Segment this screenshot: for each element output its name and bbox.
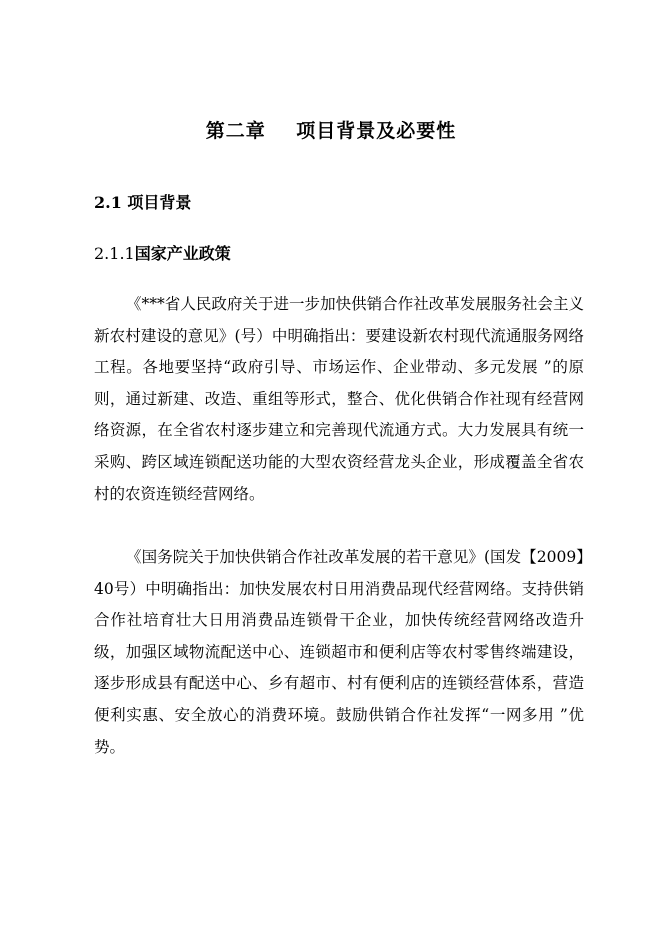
subsection-heading xyxy=(94,241,231,264)
subsection-number: 2.1.1 xyxy=(94,244,135,263)
paragraph: 《***省人民政府关于进一步加快供销合作社改革发展服务社会主义新农村建设的意见》(号）中明确指出：要建设新农村现代流通服务网络工程。各地要坚持“政府引导、市场运作、企业带动、多元发展 ”的原则，通过新建、改造、重组等形式，整合、优化供销合作社现有经营网络资源，在全省农村逐步建立和完善现代流通方式。大力发展具有统一采购、跨区域连锁配送功能的大型农资经营龙头企业，形成覆盖全省农村的农资连锁经营网络。 xyxy=(94,295,584,503)
subsection-title: 国家产业政策 xyxy=(134,244,231,263)
chapter-title: 第二章 项目背景及必要性 xyxy=(205,120,457,142)
paragraph: 《国务院关于加快供销合作社改革发展的若干意见》(国发【2009】40号）中明确指出：加快发展农村日用消费品现代经营网络。支持供销合作社培育壮大日用消费品连锁骨干企业，加快传统经营网络改造升级，加强区域物流配送中心、连锁超市和便利店等农村零售终端建设，逐步形成县有配送中心、乡有超市、村有便利店的连锁经营体系，营造便利实惠、安全放心的消费环境。鼓励供销合作社发挥“一网多用 ”优势。 xyxy=(94,548,584,756)
section-number: 2.1 xyxy=(94,193,122,212)
section-heading xyxy=(94,190,191,213)
section-title: 项目背景 xyxy=(127,193,192,212)
